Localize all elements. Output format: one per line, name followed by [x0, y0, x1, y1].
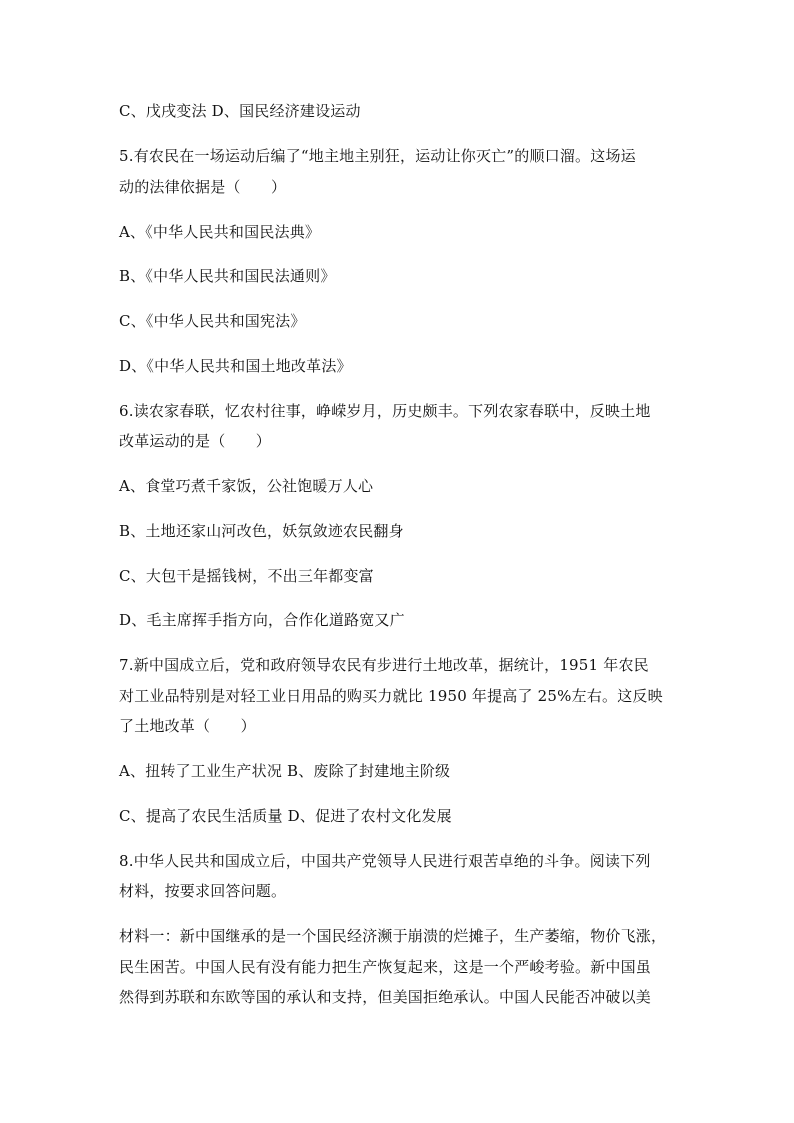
- q5-option-b: B、《中华人民共和国民法通则》: [119, 267, 336, 285]
- q8-stem-line-2: 材料，按要求回答问题。: [119, 882, 287, 900]
- q5-option-d: D、《中华人民共和国土地改革法》: [119, 357, 352, 375]
- q5-stem-line-2: 动的法律依据是（ ）: [119, 178, 287, 196]
- q7-stem-line-3: 了土地改革（ ）: [119, 717, 256, 735]
- material-1-line-3: 然得到苏联和东欧等国的承认和支持，但美国拒绝承认。中国人民能否冲破以美: [119, 988, 652, 1006]
- material-1-line-1: 材料一：新中国继承的是一个国民经济濒于崩溃的烂摊子，生产萎缩，物价飞涨，: [119, 927, 667, 945]
- q7-stem-line-1: 7.新中国成立后，党和政府领导农民有步进行土地改革，据统计，1951 年农民: [119, 656, 649, 674]
- q6-option-a: A、食堂巧煮千家饭，公社饱暖万人心: [119, 477, 374, 495]
- q5-stem-line-1: 5.有农民在一场运动后编了“地主地主别狂，运动让你灭亡”的顺口溜。这场运: [119, 147, 636, 165]
- q6-option-d: D、毛主席挥手指方向，合作化道路宽又广: [119, 611, 405, 629]
- q6-option-c: C、大包干是摇钱树，不出三年都变富: [119, 567, 374, 585]
- material-1-line-2: 民生困苦。中国人民有没有能力把生产恢复起来，这是一个严峻考验。新中国虽: [119, 958, 652, 976]
- q5-option-c: C、《中华人民共和国宪法》: [119, 312, 306, 330]
- q7-options-ab: A、扭转了工业生产状况 B、废除了封建地主阶级: [119, 762, 451, 780]
- q6-option-b: B、土地还家山河改色，妖氛敛迹农民翻身: [119, 522, 404, 540]
- q6-stem-line-2: 改革运动的是（ ）: [119, 432, 272, 450]
- q8-stem-line-1: 8.中华人民共和国成立后，中国共产党领导人民进行艰苦卓绝的斗争。阅读下列: [119, 852, 651, 870]
- q7-options-cd: C、提高了农民生活质量 D、促进了农村文化发展: [119, 807, 452, 825]
- q4-options-cd: C、戊戌变法 D、国民经济建设运动: [119, 102, 361, 120]
- q7-stem-line-2: 对工业品特别是对轻工业日用品的购买力就比 1950 年提高了 25%左右。这反映: [119, 687, 663, 705]
- q5-option-a: A、《中华人民共和国民法典》: [119, 223, 321, 241]
- q6-stem-line-1: 6.读农家春联，忆农村往事，峥嵘岁月，历史颇丰。下列农家春联中，反映土地: [119, 402, 651, 420]
